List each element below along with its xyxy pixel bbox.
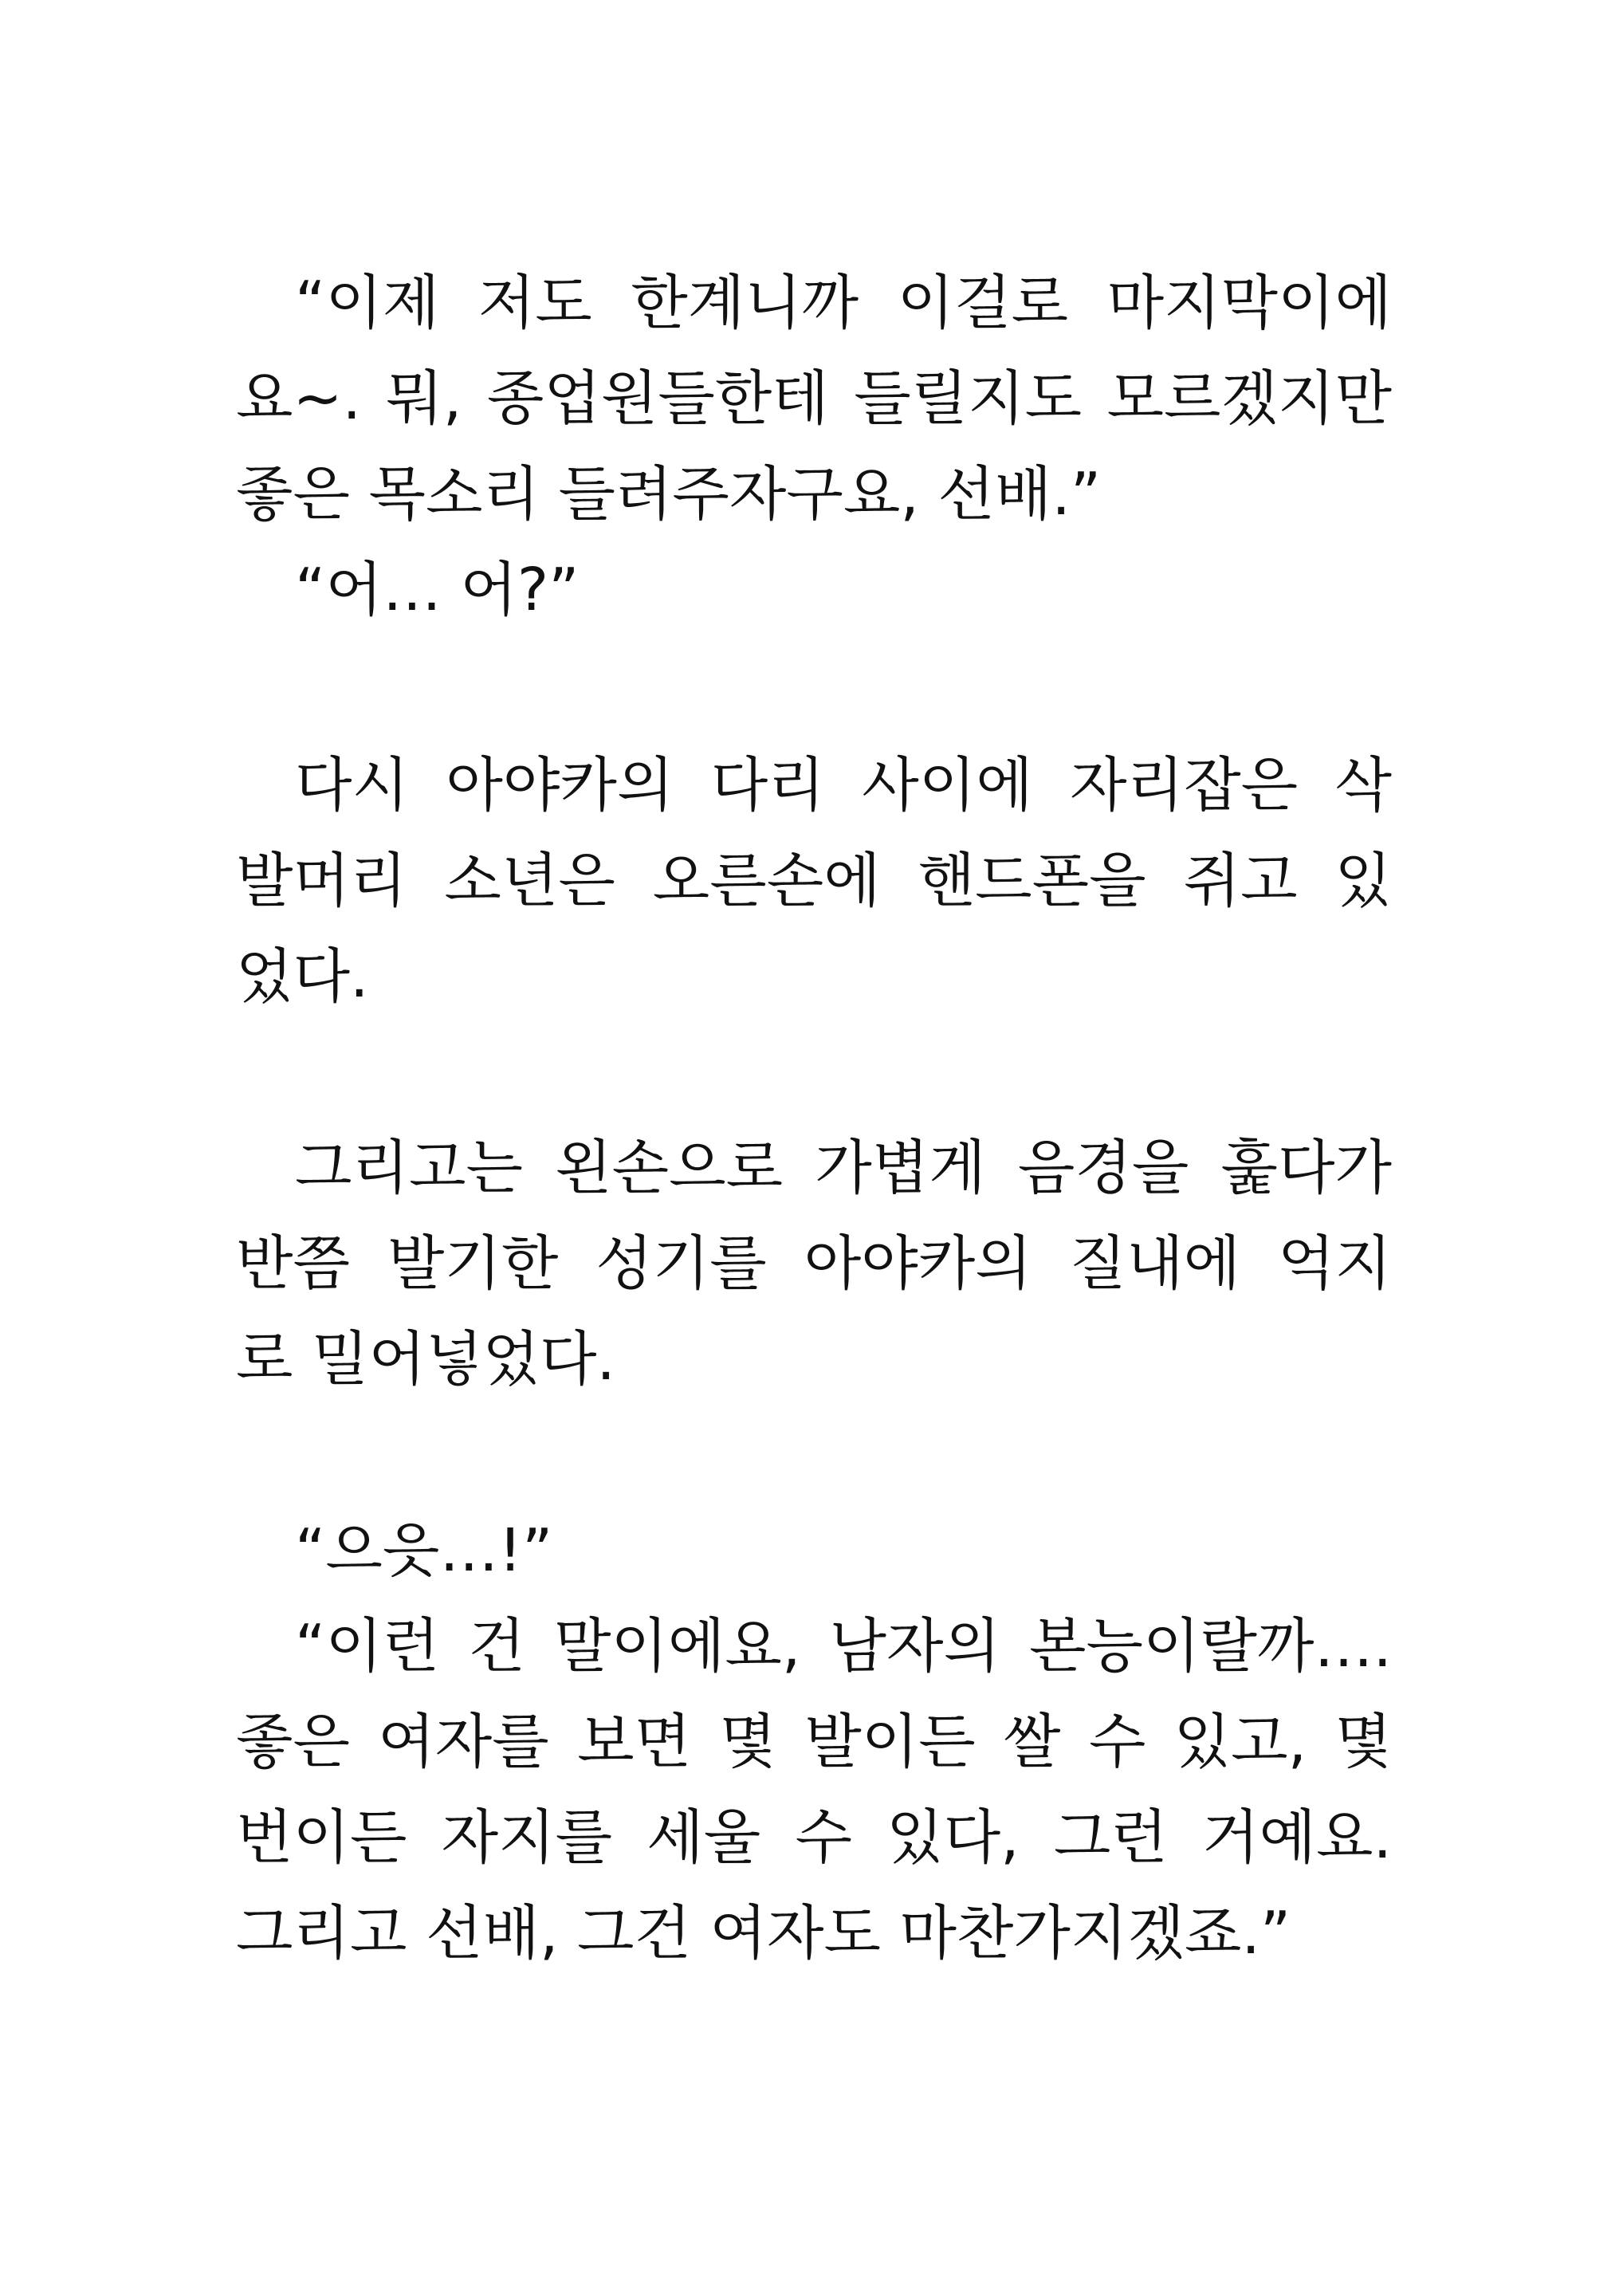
text-line: 좋은 목소리 들려주자구요, 선배.” (236, 460, 1102, 529)
paragraph-4 (236, 1120, 1392, 1407)
text-line: 번이든 자지를 세울 수 있다, 그런 거예요. (236, 1803, 1392, 1872)
text-line: 로 밀어넣었다. (236, 1325, 615, 1394)
text-line: 요~. 뭐, 종업원들한테 들릴지도 모르겠지만 (236, 364, 1392, 433)
text-line: 그리고는 왼손으로 가볍게 음경을 훑다가 (295, 1134, 1392, 1202)
text-line: 발머리 소년은 오른손에 핸드폰을 쥐고 있 (236, 847, 1392, 915)
paragraph-3 (236, 737, 1392, 1024)
text-line: “으읏…!” (295, 1516, 553, 1585)
text-line: 그리고 선배, 그건 여자도 마찬가지겠죠.” (236, 1899, 1291, 1968)
paragraph-2 (236, 542, 1392, 638)
text-line: 반쯤 발기한 성기를 아야카의 질내에 억지 (236, 1229, 1392, 1298)
paragraph-6 (236, 1598, 1392, 1981)
paragraph-5 (236, 1503, 1392, 1598)
paragraph-1 (236, 255, 1392, 542)
text-line: “이제 저도 한계니까 이걸로 마지막이에 (295, 269, 1392, 337)
text-line: 었다. (236, 942, 369, 1011)
text-line: 좋은 여자를 보면 몇 발이든 쌀 수 있고, 몇 (236, 1708, 1392, 1776)
text-line: 다시 아야카의 다리 사이에 자리잡은 삭 (295, 751, 1392, 820)
text-line: “이런 건 말이에요, 남자의 본능이랄까…. (295, 1612, 1392, 1681)
text-line: “어… 어?” (295, 556, 580, 624)
